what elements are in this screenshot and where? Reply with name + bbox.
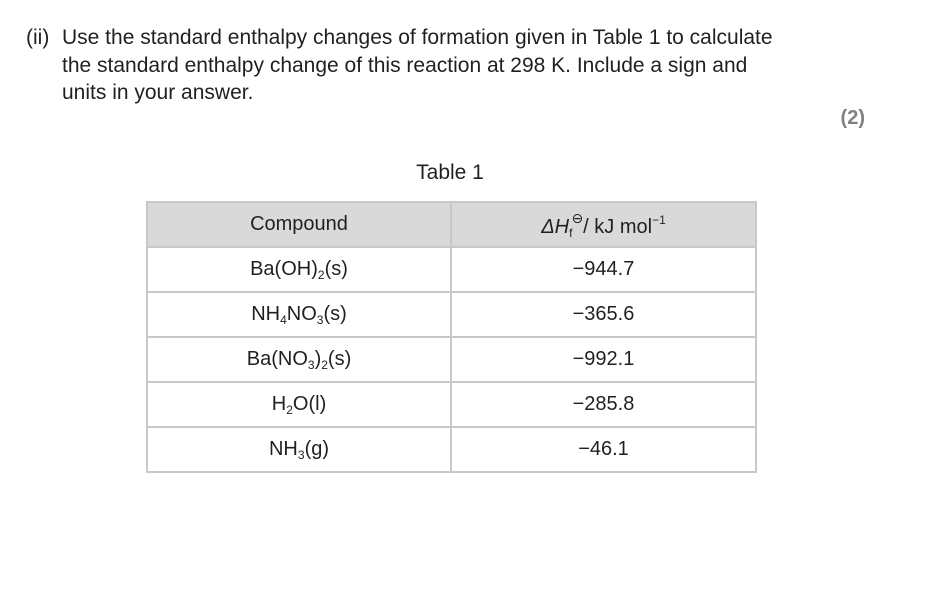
marks-allocation: (2)	[840, 107, 865, 129]
table-caption: Table 1	[416, 161, 484, 184]
compound-cell: $NH_4NO_3(s)$	[147, 292, 451, 337]
table-row	[147, 337, 756, 382]
enthalpy-value: −992.1	[451, 337, 756, 382]
question-text-line: units in your answer.	[62, 81, 254, 104]
question	[26, 24, 826, 107]
table-header-row	[147, 202, 756, 247]
unit-label: / kJ mol	[583, 216, 653, 238]
table-row	[147, 247, 756, 292]
enthalpy-value: −365.6	[451, 292, 756, 337]
enthalpy-column-header	[451, 202, 756, 247]
question-text	[62, 24, 826, 107]
standard-state-symbol: ⊖	[571, 210, 584, 226]
compound-cell: $H_2O(l)$	[147, 382, 451, 427]
table-row	[147, 382, 756, 427]
table-row	[147, 427, 756, 472]
enthalpy-value: −285.8	[451, 382, 756, 427]
question-text-line: Use the standard enthalpy changes of formation given in Table 1 to calculate	[62, 26, 773, 49]
question-number: (ii)	[26, 26, 50, 49]
compound-column-header: Compound	[147, 202, 451, 247]
compound-cell: $Ba(NO_3)_2(s)$	[147, 337, 451, 382]
enthalpy-value: −944.7	[451, 247, 756, 292]
table-row	[147, 292, 756, 337]
enthalpy-table	[146, 201, 757, 473]
question-text-line: the standard enthalpy change of this reaction at 298 K. Include a sign and	[62, 53, 748, 77]
enthalpy-value: −46.1	[451, 427, 756, 472]
delta-h-symbol: ΔH	[541, 216, 570, 238]
compound-cell: $NH_3(g)$	[147, 427, 451, 472]
unit-superscript: −1	[652, 213, 666, 227]
formation-subscript: f	[569, 226, 573, 240]
compound-cell: $Ba(OH)_2(s)$	[147, 247, 451, 292]
